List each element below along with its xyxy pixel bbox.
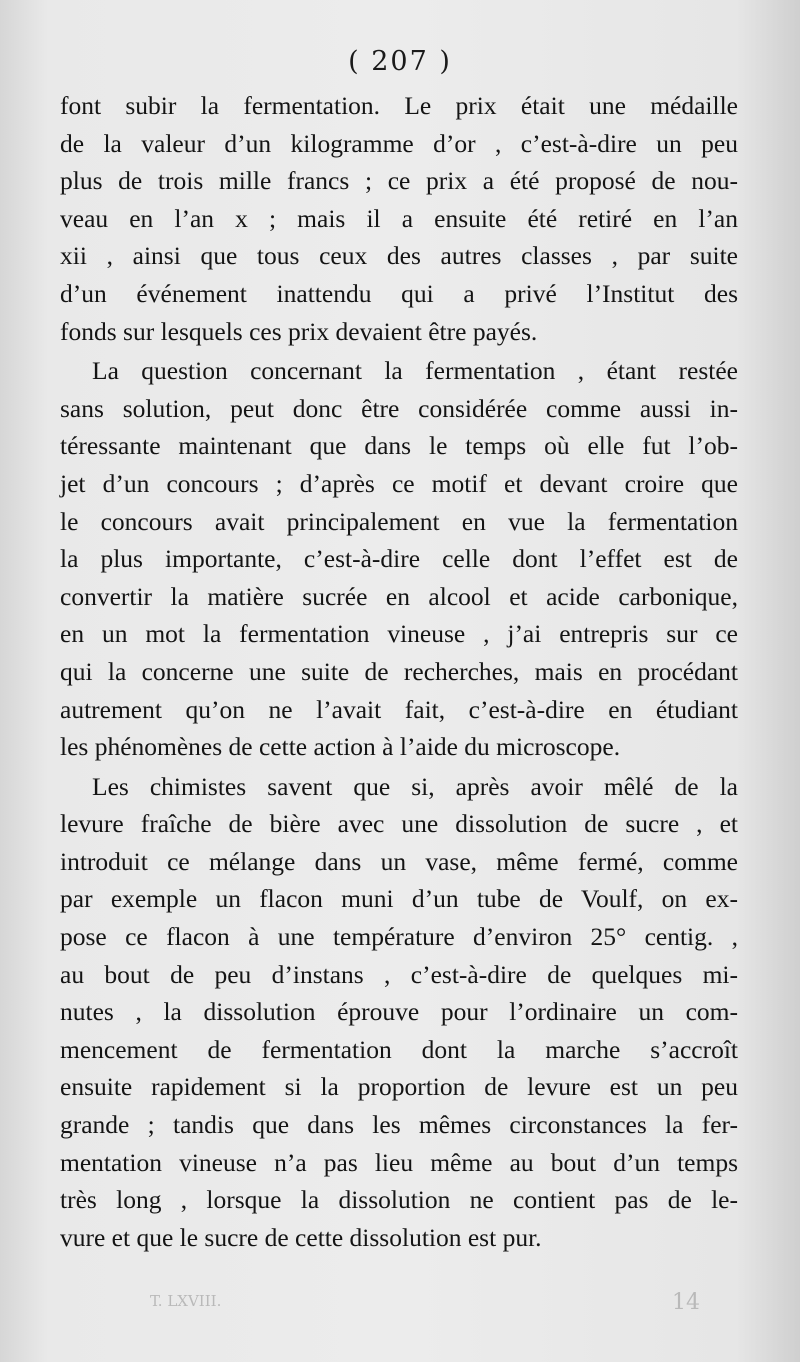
text-line: ensuite rapidement si la proportion de levure est un peu — [60, 1072, 738, 1102]
text-line: autrement qu’on ne l’avait fait, c’est-à-dire en étudiant — [60, 694, 738, 724]
text-line: téressante maintenant que dans le temps où elle fut l’ob- — [60, 431, 738, 461]
text-line: introduit ce mélange dans un vase, même fermé, comme — [60, 846, 738, 876]
text-line: d’un événement inattendu qui a privé l’Institut des — [60, 278, 738, 308]
text-line: plus de trois mille francs ; ce prix a été proposé de nou- — [60, 166, 738, 196]
text-line: de la valeur d’un kilogramme d’or , c’est-à-dire un peu — [60, 128, 738, 158]
text-line: au bout de peu d’instans , c’est-à-dire de quelques mi- — [60, 959, 738, 989]
text-line: veau en l’an x ; mais il a ensuite été retiré en l’an — [60, 203, 738, 233]
text-line: pose ce flacon à une température d’environ 25° centig. , — [60, 922, 738, 952]
text-line: Les chimistes savent que si, après avoir mêlé de la — [92, 771, 738, 801]
text-line: par exemple un flacon muni d’un tube de Voulf, on ex- — [60, 884, 738, 914]
text-line: très long , lorsque la dissolution ne contient pas de le- — [60, 1185, 738, 1215]
paragraph-2 — [60, 352, 738, 766]
paragraph-3 — [60, 768, 738, 1257]
text-line: qui la concerne une suite de recherches, mais en procédant — [60, 656, 738, 686]
text-line: mentation vineuse n’a pas lieu même au bout d’un temps — [60, 1147, 738, 1177]
page-number: ( 207 ) — [348, 46, 452, 77]
page-body — [60, 87, 738, 1256]
text-line: vure et que le sucre de cette dissolution est pur. — [60, 1222, 542, 1252]
text-line: les phénomènes de cette action à l’aide du microscope. — [60, 732, 621, 762]
text-line: font subir la fermentation. Le prix était une médaille — [60, 91, 738, 120]
text-line: La question concernant la fermentation , étant restée — [92, 356, 738, 386]
paragraph-1 — [60, 87, 738, 350]
signature-mark: T. LXVIII. — [150, 1292, 222, 1310]
text-line: la plus importante, c’est-à-dire celle dont l’effet est de — [60, 544, 738, 574]
text-line: convertir la matière sucrée en alcool et acide carbonique, — [60, 581, 738, 611]
signature-number: 14 — [672, 1290, 700, 1315]
text-line: xii , ainsi que tous ceux des autres classes , par suite — [60, 241, 738, 271]
text-line: nutes , la dissolution éprouve pour l’ordinaire un com- — [60, 997, 738, 1027]
text-line: levure fraîche de bière avec une dissolution de sucre , et — [60, 809, 738, 839]
text-line: mencement de fermentation dont la marche s’accroît — [60, 1034, 738, 1064]
text-line: fonds sur lesquels ces prix devaient être payés. — [60, 316, 538, 346]
text-line: jet d’un concours ; d’après ce motif et devant croire que — [60, 468, 738, 498]
text-line: grande ; tandis que dans les mêmes circonstances la fer- — [60, 1110, 738, 1140]
text-line: sans solution, peut donc être considérée comme aussi in- — [60, 393, 738, 423]
text-line: en un mot la fermentation vineuse , j’ai entrepris sur ce — [60, 619, 738, 649]
text-line: le concours avait principalement en vue la fermentation — [60, 506, 738, 536]
